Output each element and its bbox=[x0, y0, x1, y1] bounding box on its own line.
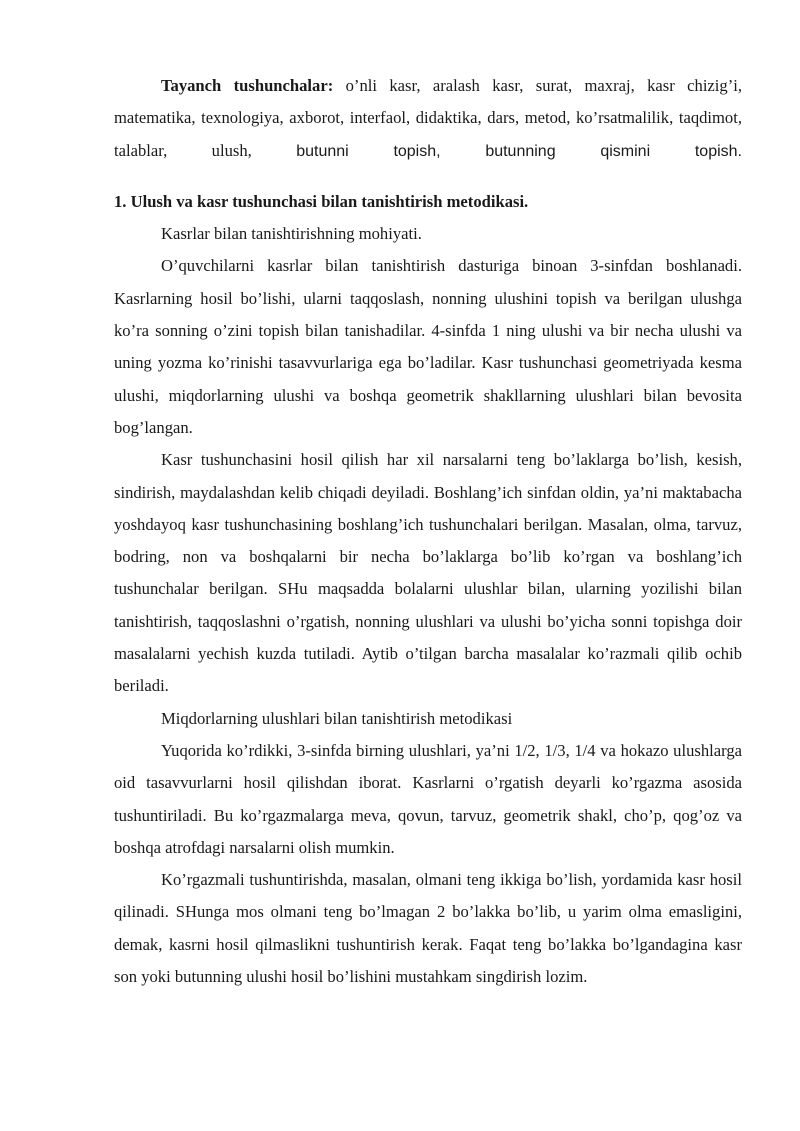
section-subheading-2: Miqdorlarning ulushlari bilan tanishtirish metodikasi bbox=[161, 708, 513, 728]
keywords-label: Tayanch tushunchalar: bbox=[161, 76, 334, 95]
section-heading: 1. Ulush va kasr tushunchasi bilan tanishtirish metodikasi. bbox=[114, 191, 529, 211]
keywords-text-sans: butunni topish, butunning qismini topish. bbox=[296, 142, 742, 160]
paragraph-3: Yuqorida ko’rdikki, 3-sinfda birning ulushlari, ya’ni 1/2, 1/3, 1/4 va hokazo ulushlarga oid tasavvurlarni hosil qilishdan iborat. Kasrlarni o’rgatish deyarli ko’rgazma asosida tushuntiriladi. Bu ko’rgazmalarga meva, qovun, tarvuz, geometrik shakl, cho’p, qog’oz va boshqa atrofdagi narsalarni olish mumkin. bbox=[114, 740, 742, 857]
keywords-paragraph bbox=[114, 70, 742, 168]
paragraph-4: Ko’rgazmali tushuntirishda, masalan, olmani teng ikkiga bo’lish, yordamida kasr hosil qilinadi. SHunga mos olmani teng bo’lmagan 2 bo’lakka bo’lib, u yarim olma emasligini, demak, kasrni hosil qilmaslikni tushuntirish kerak. Faqat teng bo’lakka bo’lgandagina kasr son yoki butunning ulushi hosil bo’lishini mustahkam singdirish lozim. bbox=[114, 870, 742, 987]
document-page bbox=[114, 70, 742, 993]
section-subheading: Kasrlar bilan tanishtirishning mohiyati. bbox=[161, 224, 422, 244]
keywords-text: o’nli kasr, aralash kasr, surat, maxraj, kasr chizig’i, matematika, texnologiya, axborot, interfaol, didaktika, dars, metod, ko’rsatmalilik, taqdimot, talablar, ulush, bbox=[114, 76, 742, 160]
paragraph-2: Kasr tushunchasini hosil qilish har xil narsalarni teng bo’laklarga bo’lish, kesish, sindirish, maydalashdan kelib chiqadi deyiladi. Boshlang’ich sinfdan oldin, ya’ni maktabacha yoshdayoq kasr tushunchasining boshlang’ich tushunchalari berilgan. Masalan, olma, tarvuz, bodring, non va boshqalarni bir necha bo’laklarga bo’lib ko’rgan va boshlang’ich tushunchalar berilgan. SHu maqsadda bolalarni ulushlar bilan, ularning yozilishi bilan tanishtirish, taqqoslashni o’rgatish, nonning ulushlari va ulushi bo’yicha sonni topishga doir masalalarni yechish kuzda tutiladi. Aytib o’tilgan barcha masalalar ko’razmali qilib ochib beriladi. bbox=[114, 450, 742, 696]
paragraph-1: O’quvchilarni kasrlar bilan tanishtirish dasturiga binoan 3-sinfdan boshlanadi. Kasrlarning hosil bo’lishi, ularni taqqoslash, nonning ulushini topish va berilgan ulushga ko’ra sonning o’zini topish bilan tanishadilar. 4-sinfda 1 ning ulushi va bir necha ulushi va uning yozma ko’rinishi tasavvurlariga ega bo’ladilar. Kasr tushunchasi geometriyada kesma ulushi, miqdorlarning ulushi va boshqa geometrik shakllarning ulushlari bilan bevosita bog’langan. bbox=[114, 256, 742, 437]
